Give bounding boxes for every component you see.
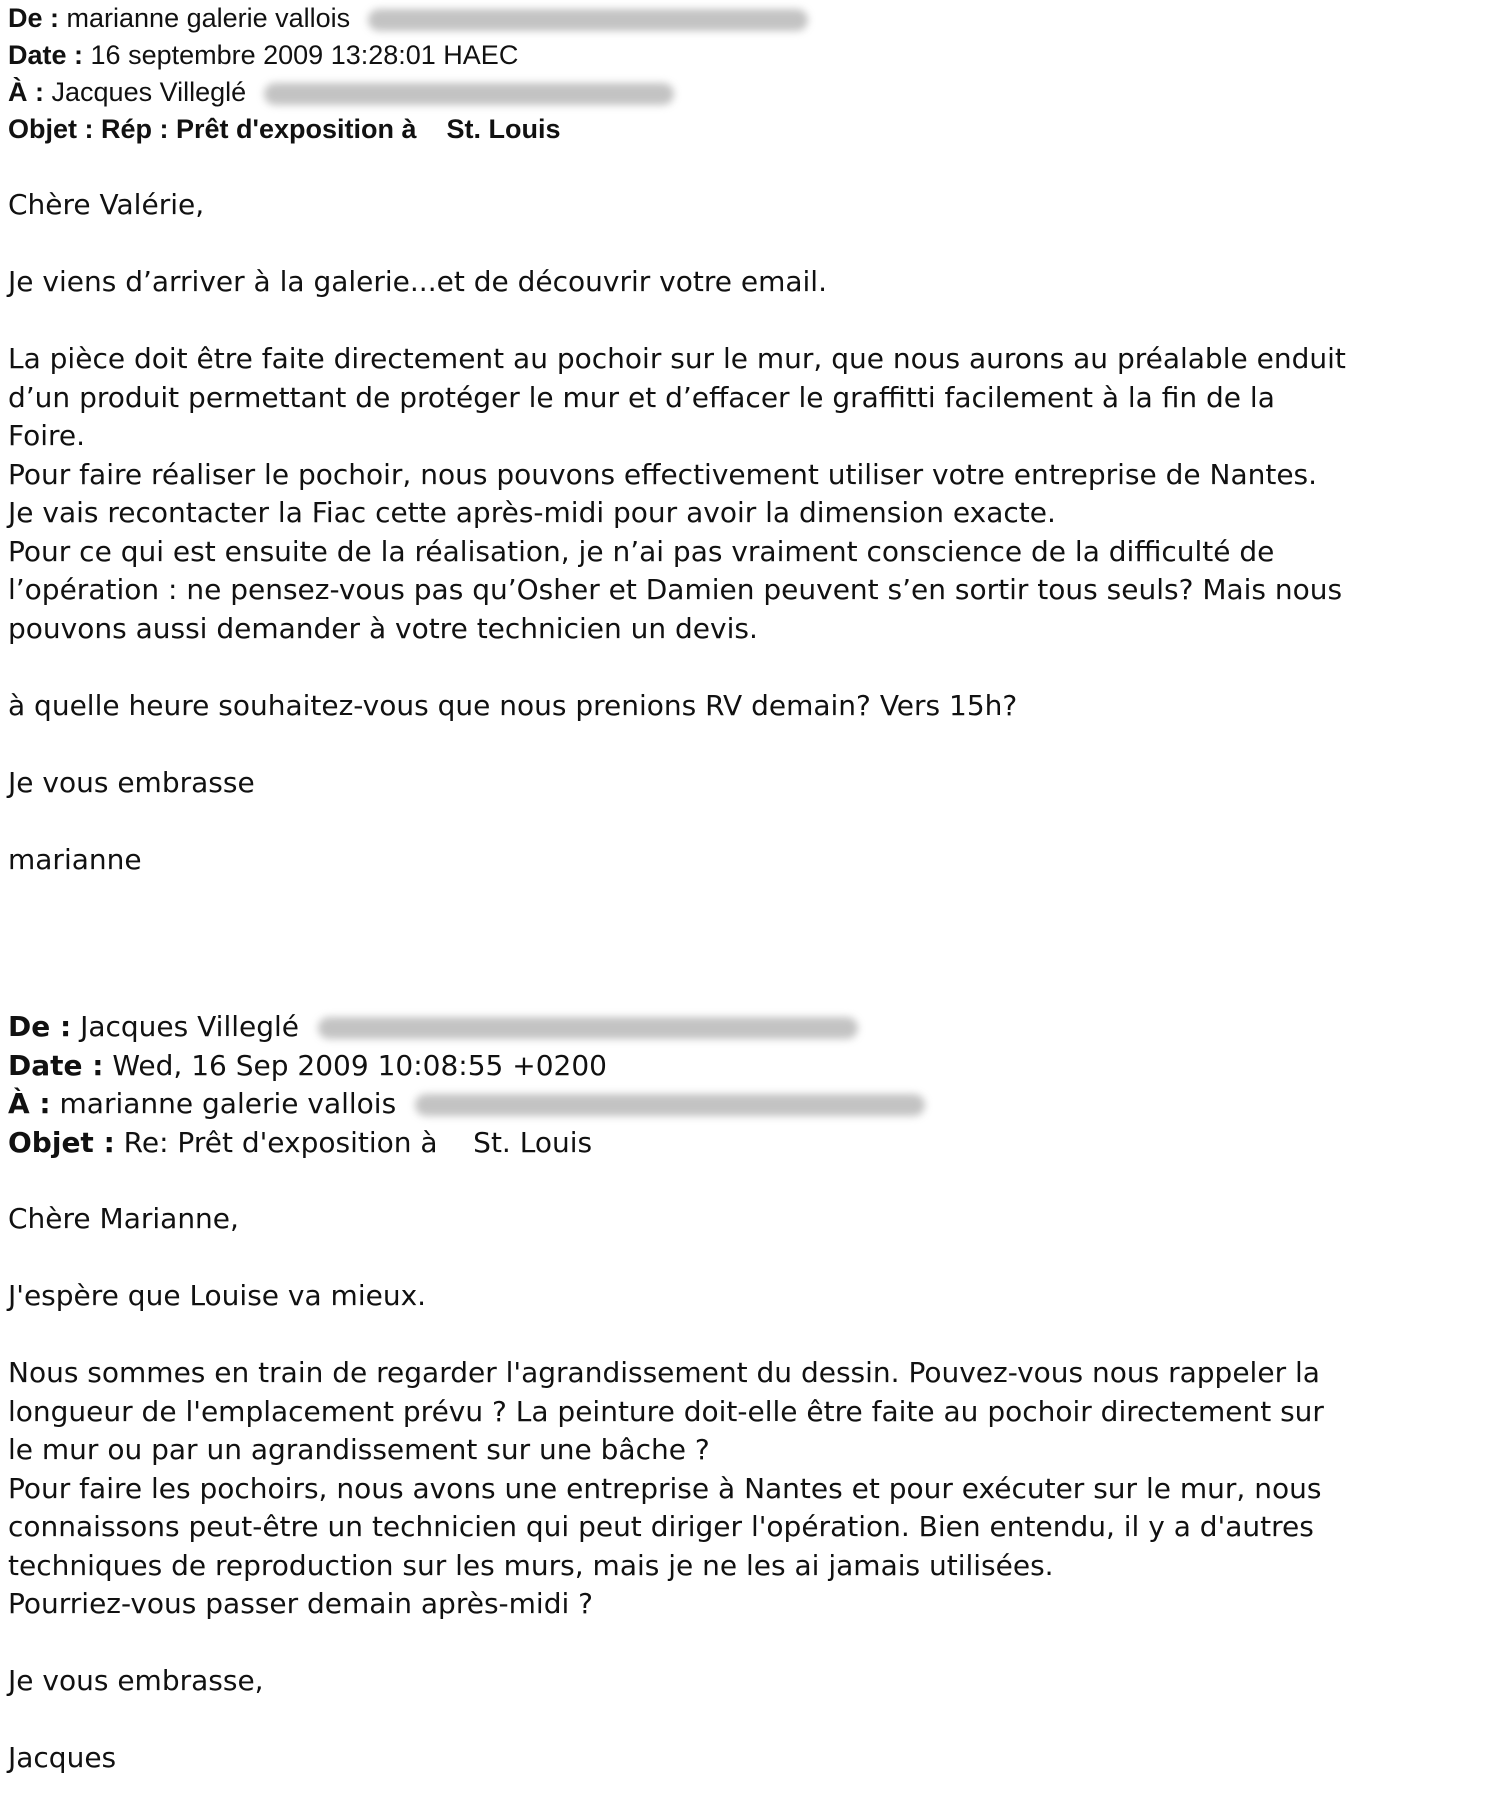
body-line: techniques de reproduction sur les murs, mais je ne les ai jamais utilisées.: [8, 1548, 1054, 1582]
body-line: l’opération : ne pensez-vous pas qu’Osher et Damien peuvent s’en sortir tous seuls? Mais nous: [8, 573, 1343, 606]
body-line: connaissons peut-être un technicien qui peut diriger l'opération. Bien entendu, il y a d'autres: [8, 1510, 1314, 1543]
paragraph: [8, 1277, 1488, 1316]
email-body: [8, 1200, 1488, 1778]
from-line: [8, 0, 1488, 37]
redacted-email-address: [264, 83, 674, 105]
subject-label: Objet :: [8, 1125, 115, 1159]
to-line: [8, 1085, 1488, 1124]
to-name: marianne galerie vallois: [59, 1087, 397, 1120]
closing: Je vous embrasse: [8, 765, 255, 799]
body-line: d’un produit permettant de protéger le mur et d’effacer le graffitti facilement à la fin de la: [8, 380, 1275, 414]
to-label: À :: [8, 77, 44, 107]
date-line: [8, 37, 1488, 74]
date-label: Date :: [8, 40, 84, 70]
paragraph: [8, 1354, 1488, 1624]
from-line: [8, 1008, 1488, 1047]
from-label: De :: [8, 1010, 72, 1043]
date-line: [8, 1047, 1488, 1086]
paragraph: [8, 687, 1488, 726]
to-label: À :: [8, 1087, 51, 1120]
paragraph: [8, 340, 1488, 648]
body-line: Pour faire réaliser le pochoir, nous pouvons effectivement utiliser votre entreprise de Nantes.: [8, 457, 1318, 491]
to-line: [8, 74, 1488, 111]
greeting: Chère Marianne,: [8, 1202, 239, 1235]
date-value: 16 septembre 2009 13:28:01 HAEC: [90, 40, 519, 70]
closing: Je vous embrasse,: [8, 1664, 264, 1697]
greeting: Chère Valérie,: [8, 188, 205, 221]
body-line: J'espère que Louise va mieux.: [8, 1279, 427, 1312]
subject-line: [8, 1124, 1488, 1163]
from-name: marianne galerie vallois: [66, 3, 351, 33]
body-line: Foire.: [8, 419, 86, 452]
signature: Jacques: [8, 1741, 117, 1774]
body-line: Pourriez-vous passer demain après-midi ?: [8, 1587, 594, 1620]
body-line: Je vais recontacter la Fiac cette après-midi pour avoir la dimension exacte.: [8, 496, 1056, 529]
date-label: Date :: [8, 1048, 104, 1082]
date-value: Wed, 16 Sep 2009 10:08:55 +0200: [112, 1048, 607, 1082]
email-message: [8, 1008, 1488, 1816]
body-line: longueur de l'emplacement prévu ? La peinture doit-elle être faite au pochoir directement sur: [8, 1394, 1324, 1428]
redacted-email-address: [368, 9, 808, 31]
email-message: [8, 0, 1488, 918]
subject-value: Re: Prêt d'exposition à St. Louis: [123, 1125, 593, 1159]
subject-label: Objet :: [8, 114, 94, 144]
subject-value: Rép : Prêt d'exposition à St. Louis: [101, 114, 561, 144]
body-line: Je viens d’arriver à la galerie...et de découvrir votre email.: [8, 265, 827, 298]
body-line: pouvons aussi demander à votre technicien un devis.: [8, 611, 758, 645]
email-body: [8, 186, 1488, 879]
body-line: Pour faire les pochoirs, nous avons une entreprise à Nantes et pour exécuter sur le mur, nous: [8, 1471, 1322, 1505]
redacted-email-address: [318, 1017, 858, 1039]
body-line: La pièce doit être faite directement au pochoir sur le mur, que nous aurons au préalable enduit: [8, 342, 1346, 375]
subject-line: [8, 111, 1488, 148]
body-line: Pour ce qui est ensuite de la réalisation, je n’ai pas vraiment conscience de la difficulté de: [8, 534, 1275, 568]
body-line: le mur ou par un agrandissement sur une bâche ?: [8, 1433, 710, 1466]
redacted-email-address: [415, 1094, 925, 1116]
signature: marianne: [8, 842, 142, 876]
from-label: De :: [8, 3, 60, 33]
body-line: Nous sommes en train de regarder l'agrandissement du dessin. Pouvez-vous nous rappeler la: [8, 1356, 1320, 1389]
body-line: à quelle heure souhaitez-vous que nous prenions RV demain? Vers 15h?: [8, 688, 1018, 722]
to-name: Jacques Villeglé: [51, 77, 247, 107]
paragraph: [8, 263, 1488, 302]
from-name: Jacques Villeglé: [80, 1010, 300, 1043]
